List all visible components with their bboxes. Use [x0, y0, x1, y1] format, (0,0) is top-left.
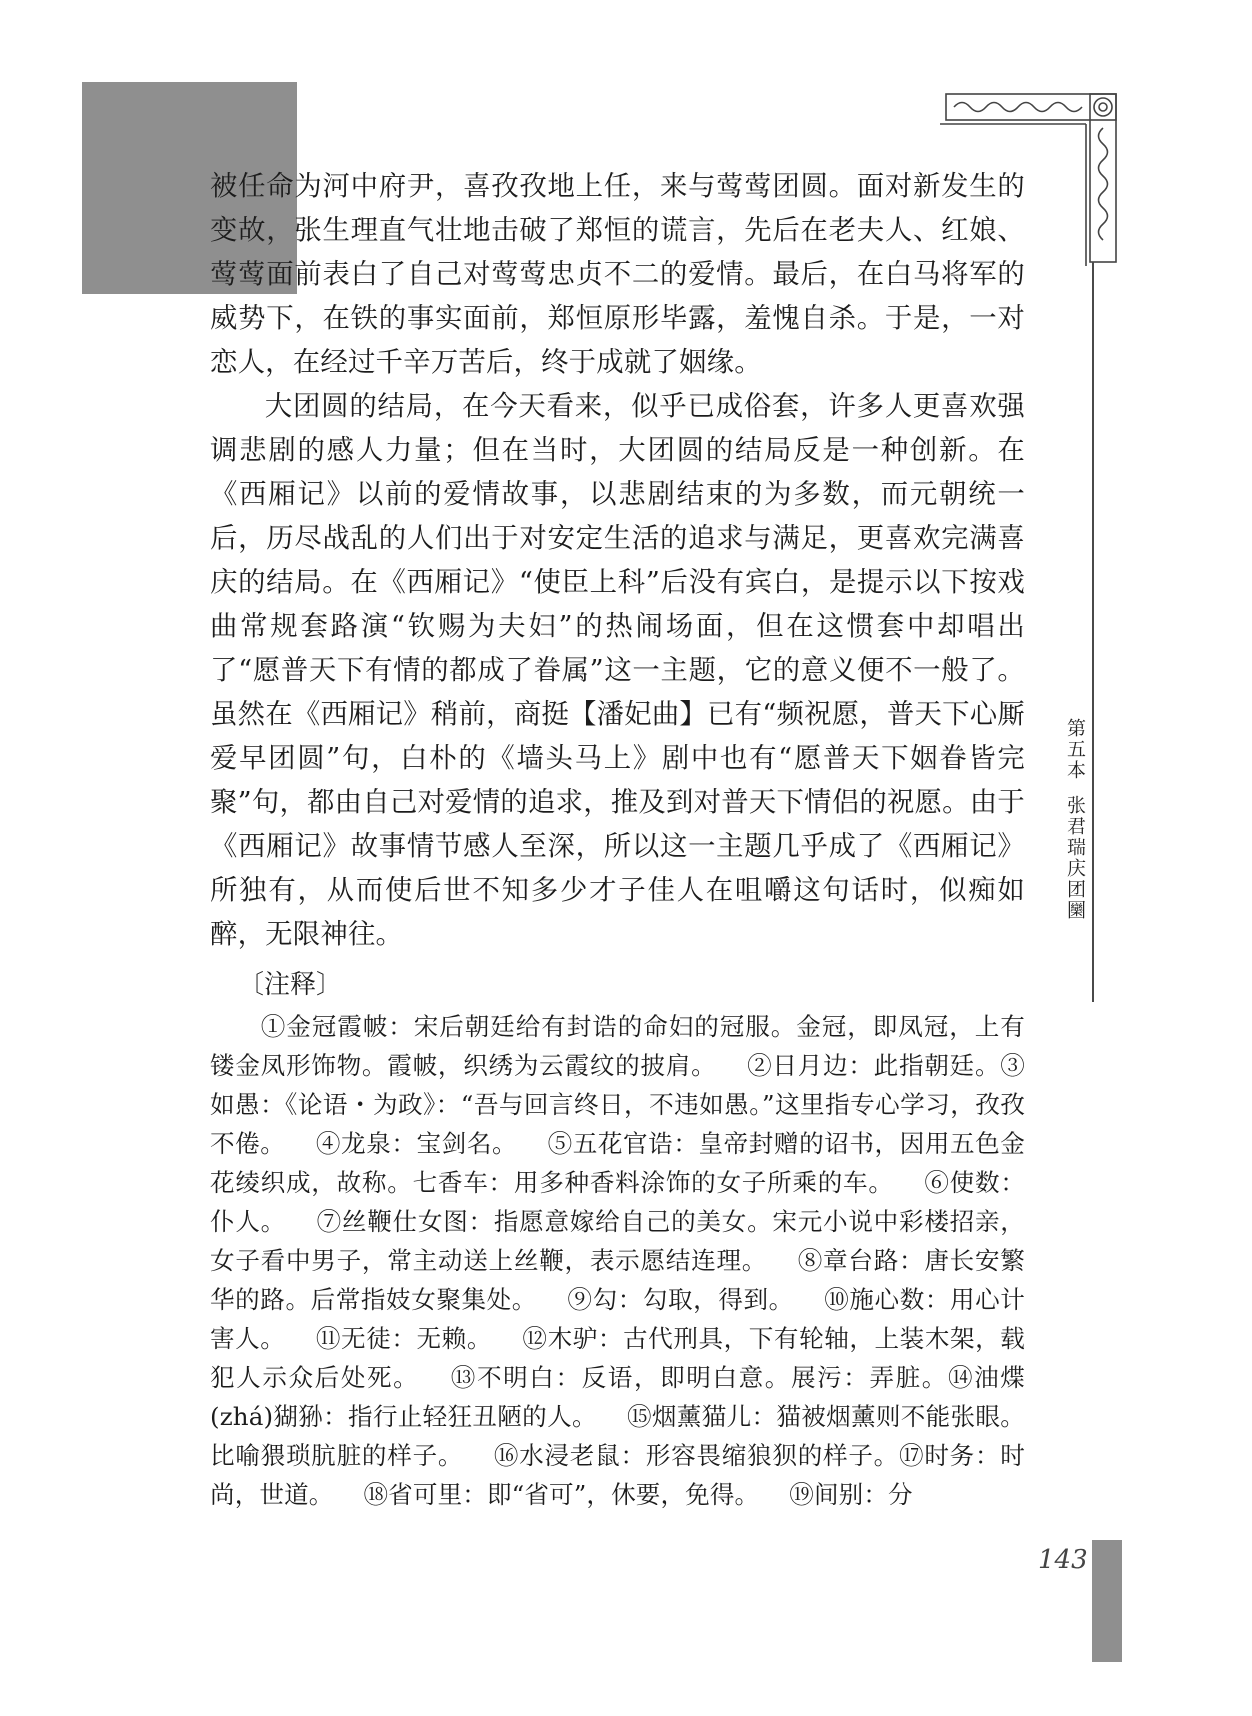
note: ⑨勾：勾取，得到。 — [566, 1285, 794, 1314]
running-header-title: 张君瑞庆团圞 — [1064, 795, 1086, 921]
running-header — [1058, 718, 1092, 921]
note: ⑩施心数：用心计害人。 — [210, 1285, 1025, 1353]
paragraph: 大团圆的结局，在今天看来，似乎已成俗套，许多人更喜欢强调悲剧的感人力量；但在当时，大团圆的结局反是一种创新。在《西厢记》以前的爱情故事，以悲剧结束的为多数，而元朝统一后，历尽战乱的人们出于对安定生活的追求与满足，更喜欢完满喜庆的结局。在《西厢记》“使臣上科”后没有宾白，是提示以下按戏曲常规套路演“钦赐为夫妇”的热闹场面，但在这惯套中却唱出了“愿普天下有情的都成了眷属”这一主题，它的意义便不一般了。虽然在《西厢记》稍前，商挺【潘妃曲】已有“频祝愿，普天下心厮爱早团圆”句，白朴的《墙头马上》剧中也有“愿普天下姻眷皆完聚”句，都由自己对爱情的追求，推及到对普天下情侣的祝愿。由于《西厢记》故事情节感人至深，所以这一主题几乎成了《西厢记》所独有，从而使后世不知多少才子佳人在咀嚼这句话时，似痴如醉，无限神往。 — [210, 391, 1025, 950]
note: ⑱省可里：即“省可”，休要，免得。 — [363, 1480, 760, 1509]
page-number: 143 — [1038, 1545, 1088, 1575]
note: ④龙泉：宝剑名。 — [315, 1129, 518, 1158]
note: ⑪无徒：无赖。 — [315, 1324, 492, 1353]
main-text — [210, 165, 1025, 1514]
note: ⑥使数：仆人。 — [210, 1168, 1026, 1236]
note: ⑦丝鞭仕女图：指愿意嫁给自己的美女。宋元小说中彩楼招亲，女子看中男子，常主动送上丝鞭，表示愿结连理。 — [210, 1207, 1025, 1275]
notes — [210, 1007, 1025, 1514]
side-rule — [1092, 262, 1094, 1002]
running-header-part: 第五本 — [1064, 718, 1086, 781]
note: ⑫木驴：古代刑具，下有轮轴，上装木架，载犯人示众后处死。 — [210, 1324, 1025, 1392]
note: ⑧章台路：唐长安繁华的路。后常指妓女聚集处。 — [210, 1246, 1025, 1314]
note: ⑭油煠(zhá)猢狲：指行止轻狂丑陋的人。 — [210, 1363, 1025, 1431]
paragraph: 被任命为河中府尹，喜孜孜地上任，来与莺莺团圆。面对新发生的变故，张生理直气壮地击破了郑恒的谎言，先后在老夫人、红娘、莺莺面前表白了自己对莺莺忠贞不二的爱情。最后，在白马将军的威势下，在铁的事实面前，郑恒原形毕露，羞愧自杀。于是，一对恋人，在经过千辛万苦后，终于成就了姻缘。 — [210, 171, 1025, 378]
page-edge-tab — [1092, 1540, 1122, 1662]
note: ①金冠霞帔：宋后朝廷给有封诰的命妇的冠服。金冠，即凤冠，上有镂金凤形饰物。霞帔，织绣为云霞纹的披肩。 — [210, 1012, 1025, 1080]
note: ⑬不明白：反语，即明白意。展污：弄脏。 — [449, 1363, 948, 1392]
notes-heading: 〔注释〕 — [238, 970, 343, 1000]
note: ⑲间别：分 — [789, 1480, 913, 1509]
note: ②日月边：此指朝廷。 — [746, 1051, 1001, 1080]
note: ⑰时务：时尚，世道。 — [210, 1441, 1025, 1509]
note: ⑮烟薰猫儿：猫被烟薰则不能张眼。比喻猥琐肮脏的样子。 — [210, 1402, 1025, 1470]
note: ③如愚：《论语・为政》：“吾与回言终日，不违如愚。”这里指专心学习，孜孜不倦。 — [210, 1051, 1025, 1158]
note: ⑤五花官诰：皇帝封赠的诏书，因用五色金花绫织成，故称。七香车：用多种香料涂饰的女子所乘的车。 — [210, 1129, 1025, 1197]
note: ⑯水浸老鼠：形容畏缩狼狈的样子。 — [493, 1441, 899, 1470]
